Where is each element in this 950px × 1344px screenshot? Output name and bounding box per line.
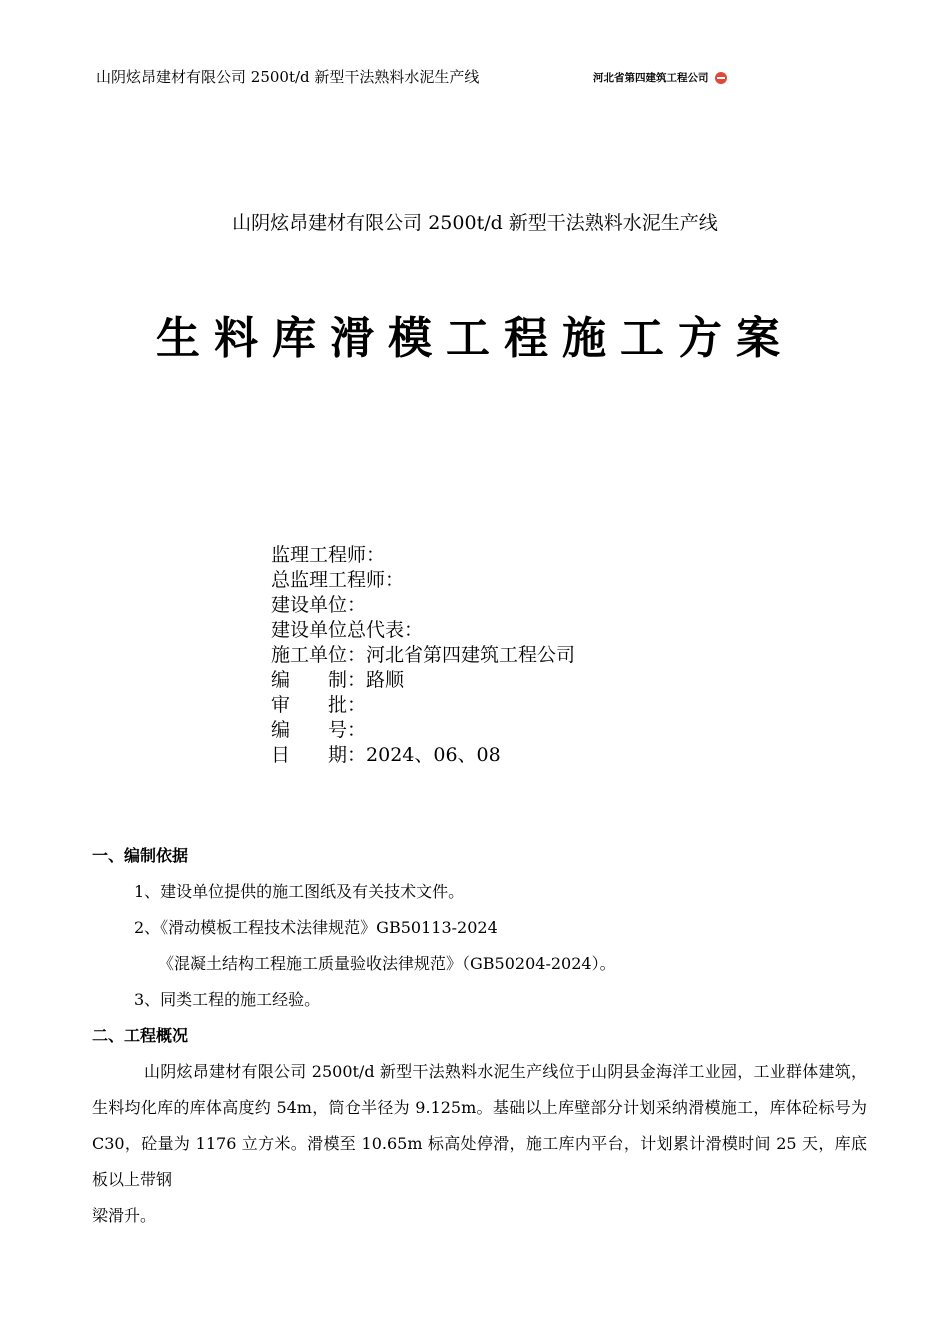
basis-item-2-continued: 《混凝土结构工程施工质量验收法律规范》（GB50204-2024）。	[158, 954, 616, 973]
info-row-contractor	[271, 643, 575, 668]
info-row-chief-supervisor	[271, 568, 575, 593]
info-row-author	[271, 668, 575, 693]
header-project-name: 山阴炫昂建材有限公司 2500t/d 新型干法熟料水泥生产线	[96, 68, 480, 86]
info-label: 总监理工程师：	[271, 569, 405, 591]
overview-paragraph-tail: 梁滑升。	[92, 1206, 157, 1225]
info-row-owner-rep	[271, 618, 575, 643]
basis-item-3: 3、同类工程的施工经验。	[134, 990, 321, 1009]
cover-subtitle: 山阴炫昂建材有限公司 2500t/d 新型干法熟料水泥生产线	[232, 212, 718, 234]
info-row-approver	[271, 693, 575, 718]
overview-paragraph: 山阴炫昂建材有限公司 2500t/d 新型干法熟料水泥生产线位于山阴县金海洋工业园，工业群体建筑，生料均化库的库体高度约 54m，筒仓半径为 9.125m。基础以上库壁部分计划采纳滑模施工，库体砼标号为 C30，砼量为 1176 立方米。滑模至 10.65m 标高处停滑，施工库内平台，计划累计滑模时间 25 天，库底板以上带钢	[92, 1062, 867, 1189]
basis-item-1: 1、建设单位提供的施工图纸及有关技术文件。	[134, 882, 465, 901]
info-row-number	[271, 718, 575, 743]
info-label: 审 批：	[271, 694, 367, 716]
info-label: 建设单位：	[271, 594, 367, 616]
info-label: 编 制：	[271, 669, 367, 691]
info-label: 建设单位总代表：	[271, 619, 424, 641]
info-value: 2024、06、08	[366, 744, 501, 766]
company-logo-icon	[715, 72, 727, 84]
cover-info-block	[271, 543, 575, 768]
basis-item-2: 2、《滑动模板工程技术法律规范》GB50113-2024	[134, 918, 498, 937]
info-label: 编 号：	[271, 719, 367, 741]
info-value: 河北省第四建筑工程公司	[366, 644, 576, 666]
header-company-name: 河北省第四建筑工程公司	[593, 72, 709, 84]
info-row-date	[271, 743, 575, 768]
info-label: 监理工程师：	[271, 544, 386, 566]
section-heading-overview: 二、工程概况	[92, 1026, 189, 1045]
cover-title: 生料库滑模工程施工方案	[156, 313, 794, 364]
document-body	[92, 838, 867, 1234]
info-label: 日 期：	[271, 744, 367, 766]
info-row-supervisor	[271, 543, 575, 568]
info-row-owner	[271, 593, 575, 618]
header-company	[593, 70, 727, 85]
info-label: 施工单位：	[271, 644, 367, 666]
section-heading-basis: 一、编制依据	[92, 846, 189, 865]
info-value: 路顺	[366, 669, 405, 691]
